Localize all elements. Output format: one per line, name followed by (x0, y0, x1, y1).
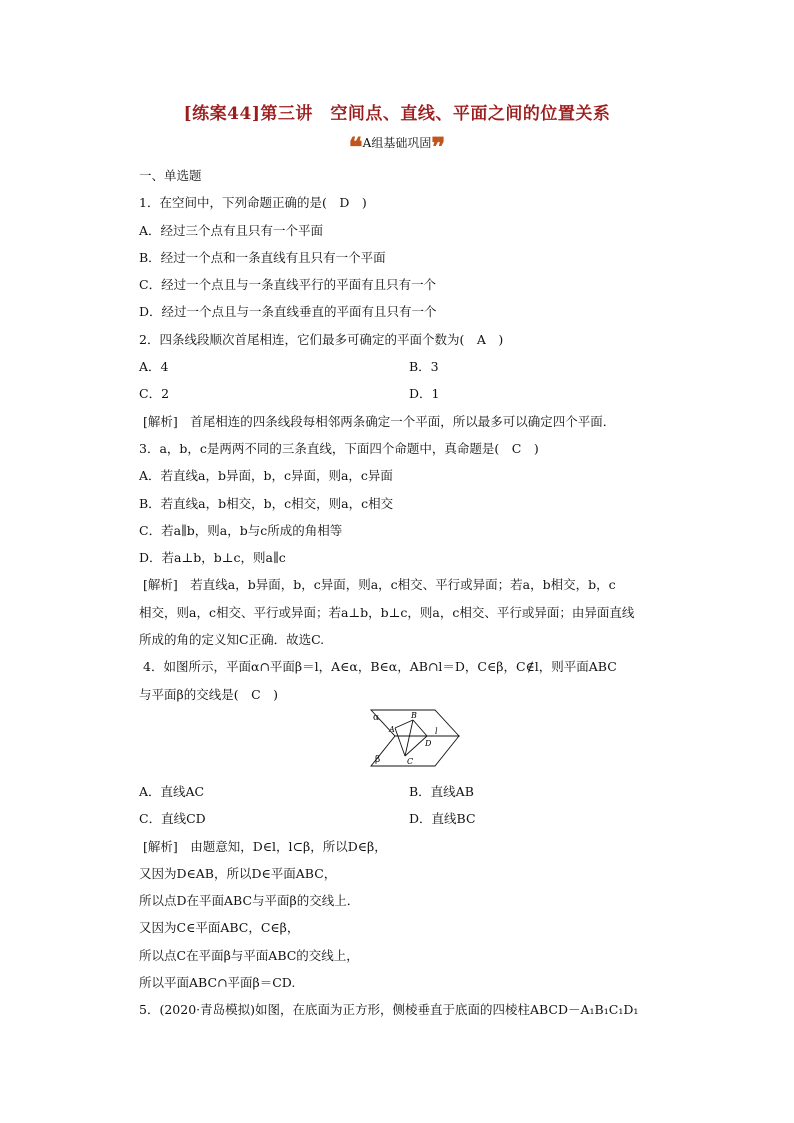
section-heading: 一、单选题 (139, 168, 202, 183)
exercise-content (139, 162, 679, 1024)
q3-stem: 3．a，b，c是两两不同的三条直线，下面四个命题中，真命题是( C ) (139, 440, 539, 456)
group-heading (0, 133, 794, 163)
label-b: B (411, 710, 417, 720)
q2-options-row2 (139, 380, 679, 407)
page-title: [练案44]第三讲 空间点、直线、平面之间的位置关系 (183, 104, 611, 124)
q4-option-d: D．直线BC (409, 811, 476, 827)
label-c: C (407, 756, 414, 766)
label-alpha: α (373, 712, 380, 723)
plane-intersection-diagram (365, 706, 465, 774)
label-l: l (435, 726, 438, 736)
segment-bc (405, 720, 413, 756)
q2-options-row1 (139, 353, 679, 380)
q1-option-d: D．经过一个点且与一条直线垂直的平面有且只有一个 (139, 304, 437, 320)
q4-analysis-line5: 所以点C在平面β与平面ABC的交线上， (139, 947, 359, 963)
q1-option-a: A．经过三个点有且只有一个平面 (139, 222, 324, 238)
q3-option-c: C．若a∥b，则a，b与c所成的角相等 (139, 522, 343, 538)
group-label: A组基础巩固 (362, 136, 432, 150)
q2-analysis: [解析] 首尾相连的四条线段每相邻两条确定一个平面，所以最多可以确定四个平面． (143, 413, 616, 429)
q4-options-row2 (139, 805, 679, 832)
q2-option-d: D．1 (409, 386, 440, 402)
q5-stem: 5．(2020·青岛模拟)如图，在底面为正方形，侧棱垂直于底面的四棱柱ABCD－A₁B₁C₁D₁ (139, 1002, 639, 1018)
plane-beta-shape (371, 736, 459, 766)
q4-options-row1 (139, 778, 679, 805)
q2-option-a: A．4 (139, 359, 169, 375)
q4-figure (139, 708, 679, 778)
label-d: D (425, 738, 432, 748)
q4-option-a: A．直线AC (139, 783, 205, 799)
label-a: A (389, 724, 395, 734)
q4-analysis-line1: [解析] 由题意知，D∈l，l⊂β，所以D∈β， (143, 838, 387, 854)
close-quote-icon: ❞ (431, 133, 446, 163)
q4-analysis-line6: 所以平面ABC∩平面β＝CD. (139, 975, 296, 991)
q1-option-c: C．经过一个点且与一条直线平行的平面有且只有一个 (139, 277, 437, 293)
q2-option-c: C．2 (139, 386, 170, 402)
q4-option-b: B．直线AB (409, 783, 474, 799)
q1-stem: 1．在空间中，下列命题正确的是( D ) (139, 195, 367, 211)
q3-option-a: A．若直线a，b异面，b，c异面，则a，c异面 (139, 468, 393, 484)
q4-analysis-line3: 所以点D在平面ABC与平面β的交线上． (139, 893, 360, 909)
open-quote-icon: ❝ (348, 133, 363, 163)
q3-option-b: B．若直线a，b相交，b，c相交，则a，c相交 (139, 495, 394, 511)
q4-analysis-line2: 又因为D∈AB，所以D∈平面ABC， (139, 865, 337, 881)
segment-cd (405, 736, 427, 756)
q4-analysis-line4: 又因为C∈平面ABC，C∈β， (139, 920, 300, 936)
q1-option-b: B．经过一个点和一条直线有且只有一个平面 (139, 249, 386, 265)
segment-ab (395, 720, 413, 728)
segment-bd (413, 720, 427, 736)
q3-analysis-line2: 相交，则a，c相交、平行或异面；若a⊥b，b⊥c，则a，c相交、平行或异面；由异面直线 (139, 604, 635, 620)
q2-stem: 2．四条线段顺次首尾相连，它们最多可确定的平面个数为( A ) (139, 331, 504, 347)
q3-analysis-line1: [解析] 若直线a，b异面，b，c异面，则a，c相交、平行或异面；若a，b相交，b，c (143, 577, 616, 593)
q2-option-b: B．3 (409, 359, 439, 375)
q4-option-c: C．直线CD (139, 811, 206, 827)
q3-analysis-line3: 所成的角的定义知C正确．故选C. (139, 632, 325, 648)
q4-stem-line2: 与平面β的交线是( C ) (139, 686, 279, 702)
label-beta: β (375, 754, 381, 765)
segment-ac (395, 728, 405, 756)
q4-stem-line1: 4．如图所示，平面α∩平面β＝l，A∈α，B∈α，AB∩l＝D，C∈β，C∉l，则平面ABC (143, 659, 617, 675)
q3-option-d: D．若a⊥b，b⊥c，则a∥c (139, 550, 286, 566)
